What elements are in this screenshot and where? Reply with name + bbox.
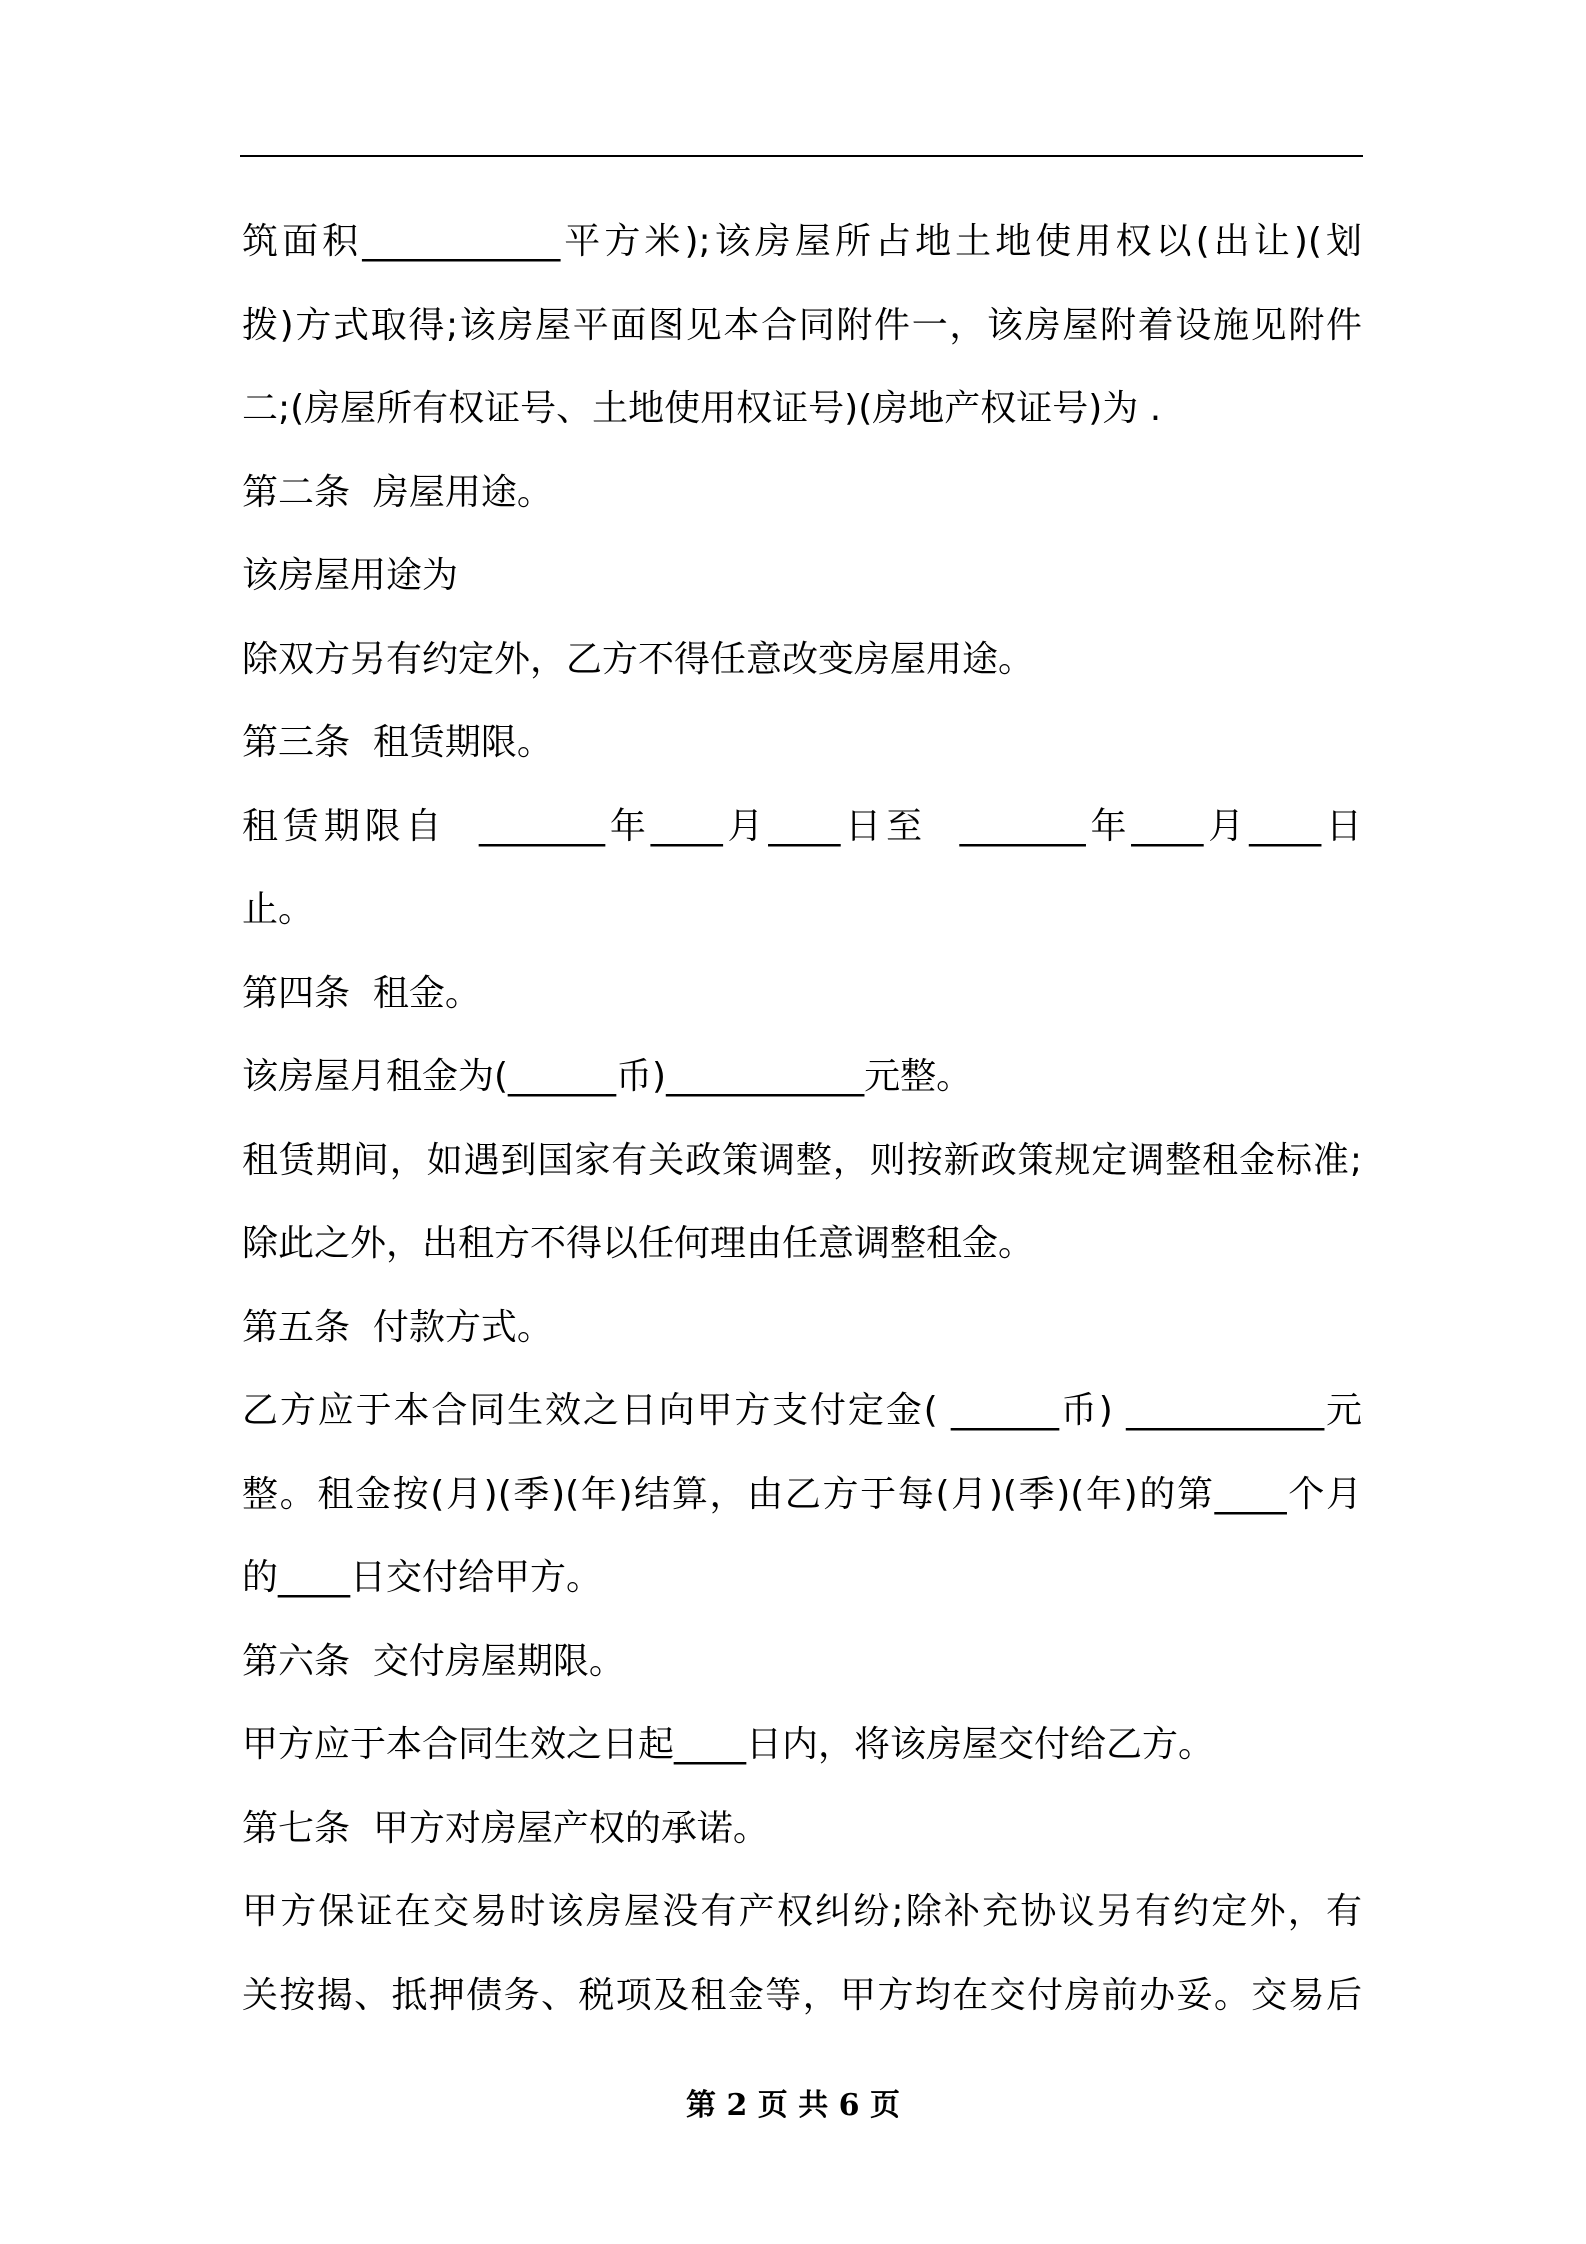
paragraph-line: 租赁期限自 _______年____月____日至 _______年____月____日 bbox=[242, 805, 1362, 847]
paragraph-line: 乙方应于本合同生效之日向甲方支付定金( ______币) ___________元 bbox=[242, 1390, 1362, 1431]
paragraph-line: 整。租金按(月)(季)(年)结算，由乙方于每(月)(季)(年)的第____个月 bbox=[242, 1473, 1362, 1515]
paragraph-line: 租赁期间，如遇到国家有关政策调整，则按新政策规定调整租金标准; bbox=[242, 1139, 1362, 1181]
paragraph-line: 筑面积___________平方米);该房屋所占地土地使用权以(出让)(划 bbox=[242, 221, 1362, 262]
article-heading: 第五条 付款方式。 bbox=[242, 1306, 553, 1348]
paragraph-line: 除双方另有约定外，乙方不得任意改变房屋用途。 bbox=[242, 638, 1035, 680]
article-heading: 第七条 甲方对房屋产权的承诺。 bbox=[242, 1807, 769, 1849]
article-heading: 第六条 交付房屋期限。 bbox=[242, 1640, 625, 1682]
paragraph-line: 该房屋用途为 bbox=[242, 555, 459, 596]
paragraph-line: 止。 bbox=[242, 889, 315, 930]
paragraph-line: 除此之外，出租方不得以任何理由任意调整租金。 bbox=[242, 1223, 1035, 1264]
article-heading: 第三条 租赁期限。 bbox=[242, 722, 553, 763]
article-heading: 第二条 房屋用途。 bbox=[242, 471, 553, 513]
paragraph-line: 甲方保证在交易时该房屋没有产权纠纷;除补充协议另有约定外，有 bbox=[242, 1891, 1362, 1932]
paragraph-line: 拨)方式取得;该房屋平面图见本合同附件一，该房屋附着设施见附件 bbox=[242, 304, 1362, 346]
paragraph-line: 该房屋月租金为(______币)___________元整。 bbox=[242, 1056, 973, 1097]
header-rule bbox=[240, 155, 1363, 157]
page-number: 第 2 页 共 6 页 bbox=[686, 2088, 900, 2123]
paragraph-line: 的____日交付给甲方。 bbox=[242, 1557, 603, 1598]
paragraph-line: 甲方应于本合同生效之日起____日内，将该房屋交付给乙方。 bbox=[242, 1724, 1215, 1765]
paragraph-line: 二;(房屋所有权证号、土地使用权证号)(房地产权证号)为 . bbox=[242, 388, 1162, 429]
article-heading: 第四条 租金。 bbox=[242, 972, 481, 1014]
contract-body bbox=[242, 200, 1362, 2037]
paragraph-line: 关按揭、抵押债务、税项及租金等，甲方均在交付房前办妥。交易后 bbox=[242, 1974, 1362, 2016]
